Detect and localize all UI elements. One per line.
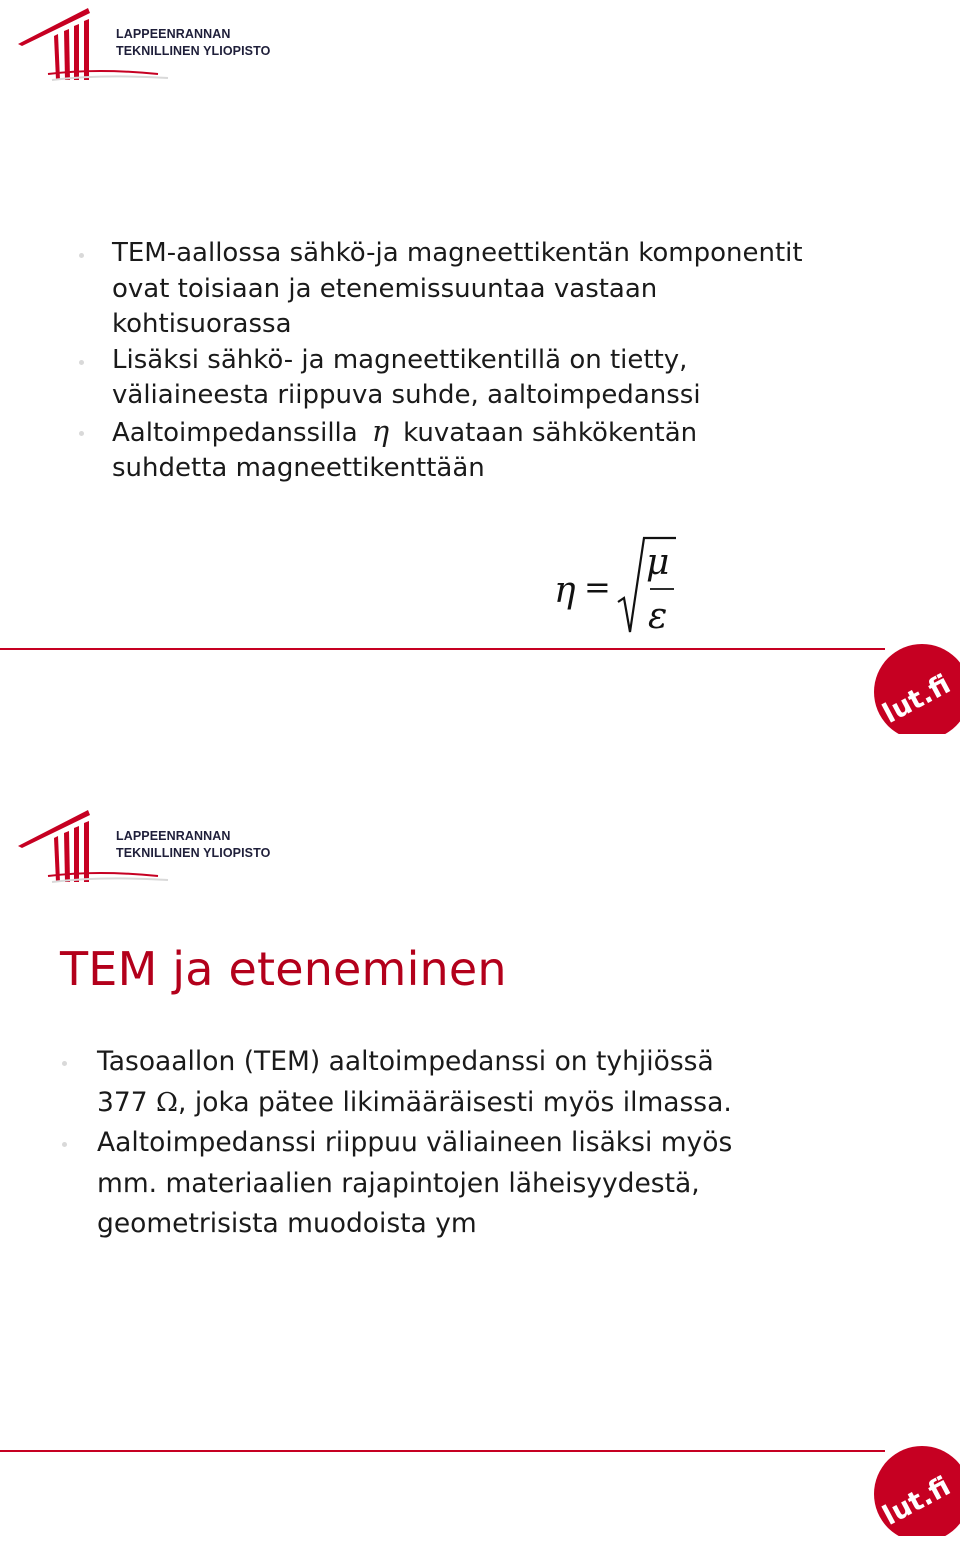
bullet-list: [97, 1042, 732, 1245]
eta-symbol: η: [371, 413, 390, 448]
bullet-line: Lisäksi sähkö- ja magneettikentillä on tietty,: [112, 344, 688, 375]
bullet-text: Aaltoimpedanssilla: [112, 417, 358, 448]
ohm-symbol: Ω: [156, 1086, 179, 1118]
formula-epsilon: ε: [648, 596, 668, 637]
footer-divider: [0, 1450, 885, 1452]
bullet-text: kuvataan sähkökentän: [403, 417, 698, 448]
bullet-line: väliaineesta riippuva suhde, aaltoimpedanssi: [112, 380, 701, 410]
list-item: [112, 343, 803, 414]
formula-eta: η: [554, 570, 576, 611]
bullet-line: Aaltoimpedanssi riippuu väliaineen lisäksi myös: [97, 1127, 733, 1158]
bullet-icon: [79, 431, 84, 436]
impedance-value: 377: [97, 1086, 148, 1118]
logo-line-1: LAPPEENRANNAN: [116, 829, 231, 843]
logo-line-1: LAPPEENRANNAN: [116, 27, 231, 41]
bullet-icon: [62, 1061, 67, 1066]
slide-title: TEM ja eteneminen: [60, 942, 507, 996]
bullet-icon: [79, 360, 84, 365]
university-logo: [18, 806, 271, 886]
bullet-text: , joka pätee likimääräisesti myös ilmassa.: [178, 1086, 732, 1118]
list-item: [112, 414, 803, 487]
logo-line-2: TEKNILLINEN YLIOPISTO: [116, 846, 271, 860]
formula-mu: μ: [646, 542, 670, 583]
footer-divider: [0, 648, 885, 650]
formula-equals: =: [584, 568, 611, 606]
bullet-line: mm. materiaalien rajapintojen läheisyydestä,: [97, 1167, 700, 1199]
bullet-icon: [62, 1142, 67, 1147]
bullet-line: Tasoaallon (TEM) aaltoimpedanssi on tyhjiössä: [97, 1046, 714, 1077]
impedance-formula: [552, 532, 682, 642]
bullet-icon: [79, 253, 84, 258]
list-item: [97, 1123, 732, 1245]
bullet-line: TEM-aallossa sähkö-ja magneettikentän komponentit: [112, 238, 803, 268]
bullet-line: [97, 1083, 732, 1124]
list-item: [97, 1042, 732, 1123]
bullet-line: [112, 414, 803, 452]
bullet-line: geometrisista muodoista ym: [97, 1208, 477, 1239]
bullet-line: kohtisuorassa: [112, 309, 292, 339]
bullet-line: suhdetta magneettikenttään: [112, 453, 485, 483]
university-logo: [18, 4, 271, 84]
bullet-line: ovat toisiaan ja etenemissuuntaa vastaan: [112, 273, 658, 304]
badge-text: lut.fi: [877, 668, 956, 730]
lut-fi-badge: [872, 642, 960, 734]
lut-fi-badge: [872, 1444, 960, 1536]
slide-2: [0, 802, 960, 1564]
bullet-list: [112, 236, 803, 487]
slide-1: [0, 0, 960, 762]
badge-text: lut.fi: [877, 1470, 956, 1532]
logo-line-2: TEKNILLINEN YLIOPISTO: [116, 44, 271, 58]
list-item: [112, 236, 803, 343]
